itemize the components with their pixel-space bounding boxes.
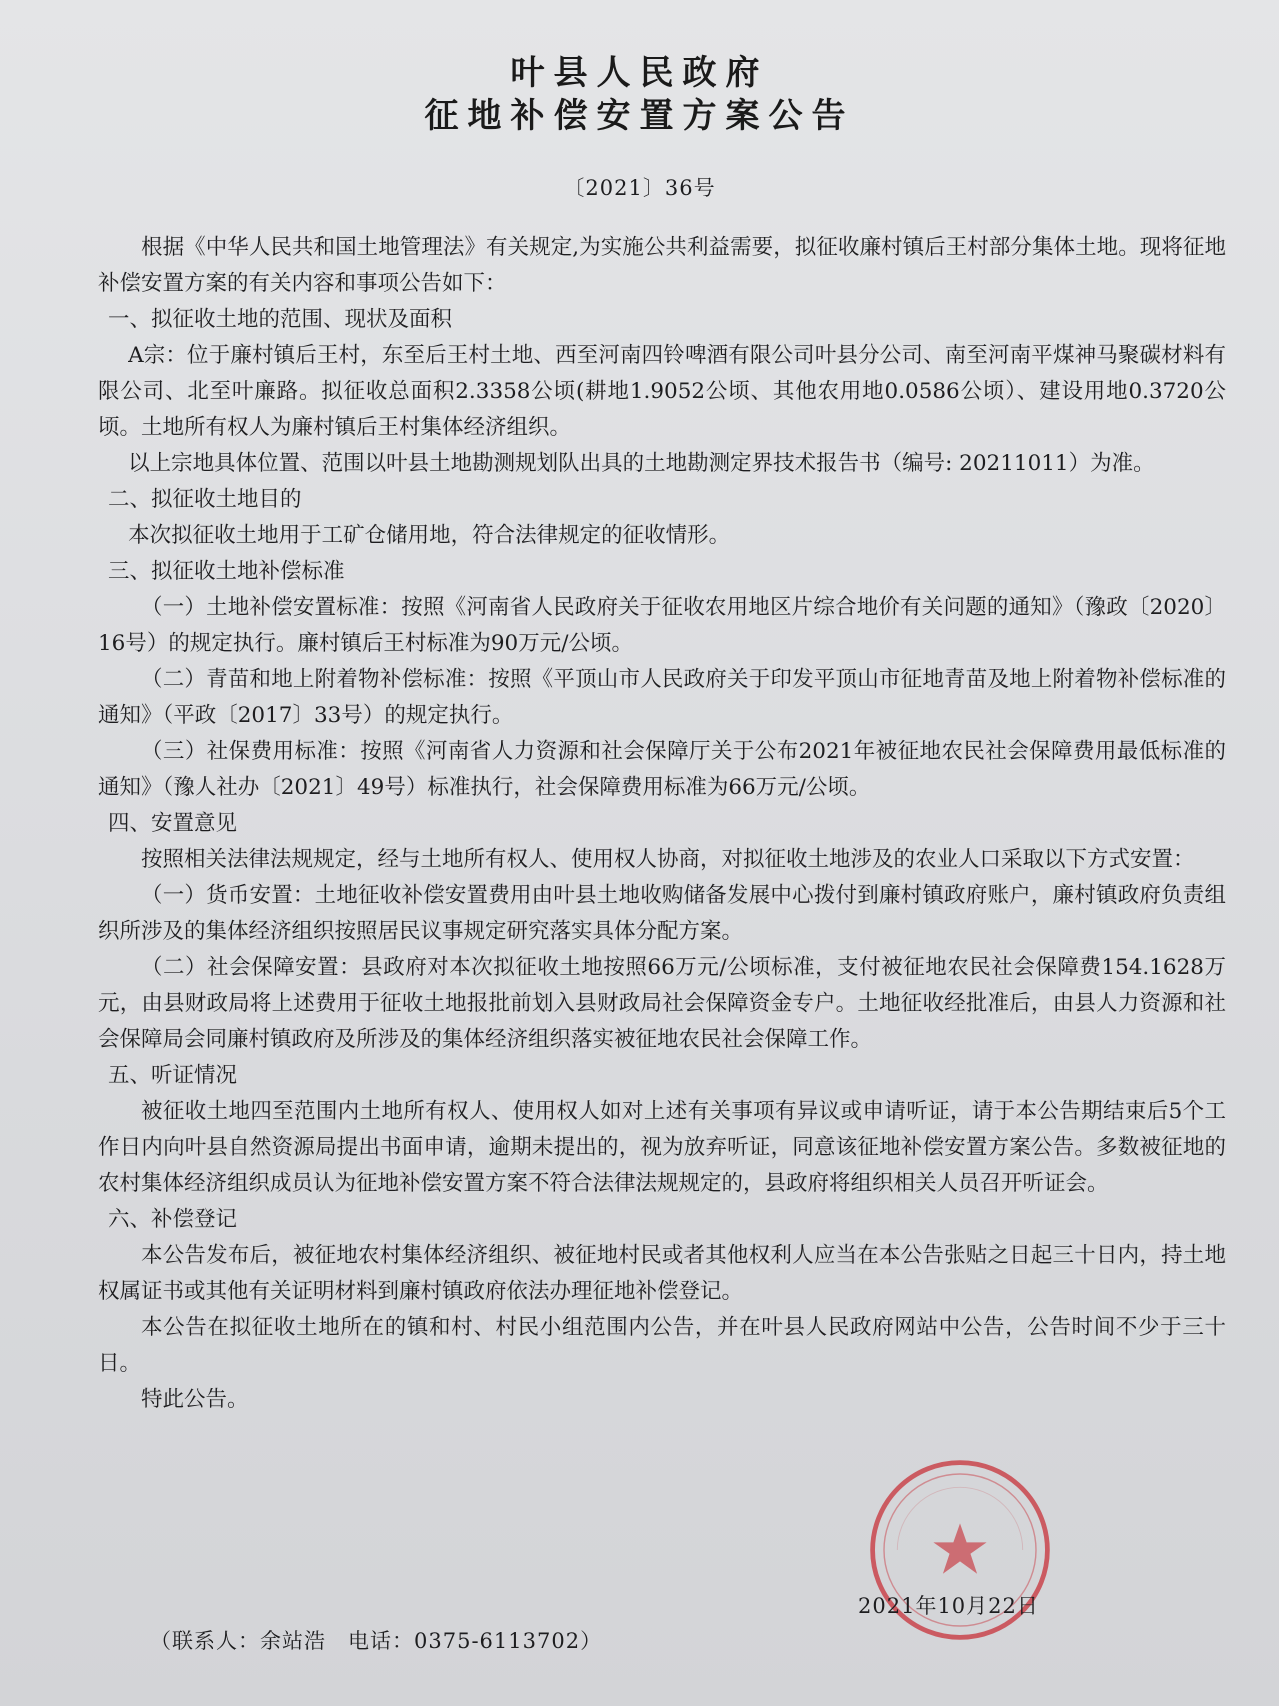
compensation-social-security: （三）社保费用标准：按照《河南省人力资源和社会保障厅关于公布2021年被征地农民社会保障费用最低标准的通知》（豫人社办〔2021〕49号）标准执行，社会保障费用标准为66万元/公顷。 — [98, 739, 1226, 800]
resettlement-monetary: （一）货币安置：土地征收补偿安置费用由叶县土地收购储备发展中心拨付到廉村镇政府账户，廉村镇政府负责组织所涉及的集体经济组织按照居民议事规定研究落实具体分配方案。 — [98, 883, 1226, 944]
intro-paragraph: 根据《中华人民共和国土地管理法》有关规定,为实施公共利益需要，拟征收廉村镇后王村部分集体土地。现将征地补偿安置方案的有关内容和事项公告如下： — [98, 235, 1226, 296]
section-heading-scope: 一、拟征收土地的范围、现状及面积 — [108, 307, 453, 332]
parcel-description: A宗：位于廉村镇后王村，东至后王村土地、西至河南四铃啤酒有限公司叶县分公司、南至河南平煤神马聚碳材料有限公司、北至叶廉路。拟征收总面积2.3358公顷(耕地1.9052公顷、其他农用地0.0586公顷）、建设用地0.3720公顷。土地所有权人为廉村镇后王村集体经济组织。 — [98, 343, 1226, 440]
section-heading-resettlement: 四、安置意见 — [108, 811, 238, 836]
resettlement-social-security: （二）社会保障安置：县政府对本次拟征收土地按照66万元/公顷标准，支付被征地农民社会保障费154.1628万元，由县财政局将上述费用于征收土地报批前划入县财政局社会保障资金专户。土地征收经批准后，由县人力资源和社会保障局会同廉村镇政府及所涉及的集体经济组织落实被征地农民社会保障工作。 — [98, 955, 1226, 1052]
seal-star-icon — [933, 1523, 986, 1573]
purpose-paragraph: 本次拟征收土地用于工矿仓储用地，符合法律规定的征收情形。 — [128, 523, 731, 548]
resettlement-intro: 按照相关法律法规规定，经与土地所有权人、使用权人协商，对拟征收土地涉及的农业人口采取以下方式安置： — [141, 847, 1195, 872]
section-heading-hearing: 五、听证情况 — [108, 1063, 238, 1088]
compensation-land: （一）土地补偿安置标准：按照《河南省人民政府关于征收农用地区片综合地价有关问题的通知》（豫政〔2020〕16号）的规定执行。廉村镇后王村标准为90万元/公顷。 — [98, 595, 1226, 656]
compensation-crops: （二）青苗和地上附着物补偿标准：按照《平顶山市人民政府关于印发平顶山市征地青苗及地上附着物补偿标准的通知》（平政〔2017〕33号）的规定执行。 — [98, 667, 1226, 728]
section-heading-purpose: 二、拟征收土地目的 — [108, 487, 302, 512]
document-title-line1: 叶县人民政府 — [510, 53, 769, 93]
closing-remark: 特此公告。 — [141, 1387, 249, 1412]
document-body — [98, 230, 1226, 1418]
publication-paragraph: 本公告在拟征收土地所在的镇和村、村民小组范围内公告，并在叶县人民政府网站中公告，公告时间不少于三十日。 — [98, 1315, 1226, 1376]
section-heading-compensation: 三、拟征收土地补偿标准 — [108, 559, 345, 584]
section-heading-registration: 六、补偿登记 — [108, 1207, 238, 1232]
survey-reference: 以上宗地具体位置、范围以叶县土地勘测规划队出具的土地勘测定界技术报告书（编号: 20211011）为准。 — [128, 451, 1155, 476]
hearing-paragraph: 被征收土地四至范围内土地所有权人、使用权人如对上述有关事项有异议或申请听证，请于本公告期结束后5个工作日内向叶县自然资源局提出书面申请，逾期未提出的，视为放弃听证，同意该征地补偿安置方案公告。多数被征地的农村集体经济组织成员认为征地补偿安置方案不符合法律法规规定的，县政府将组织相关人员召开听证会。 — [98, 1099, 1226, 1196]
registration-paragraph: 本公告发布后，被征地农村集体经济组织、被征地村民或者其他权利人应当在本公告张贴之日起三十日内，持土地权属证书或其他有关证明材料到廉村镇政府依法办理征地补偿登记。 — [98, 1243, 1226, 1304]
document-number: 〔2021〕36号 — [563, 176, 716, 200]
document-title-line2: 征地补偿安置方案公告 — [424, 96, 855, 136]
issue-date: 2021年10月22日 — [858, 1594, 1039, 1618]
contact-info: （联系人：余站浩 电话：0375-6113702） — [150, 1629, 603, 1653]
